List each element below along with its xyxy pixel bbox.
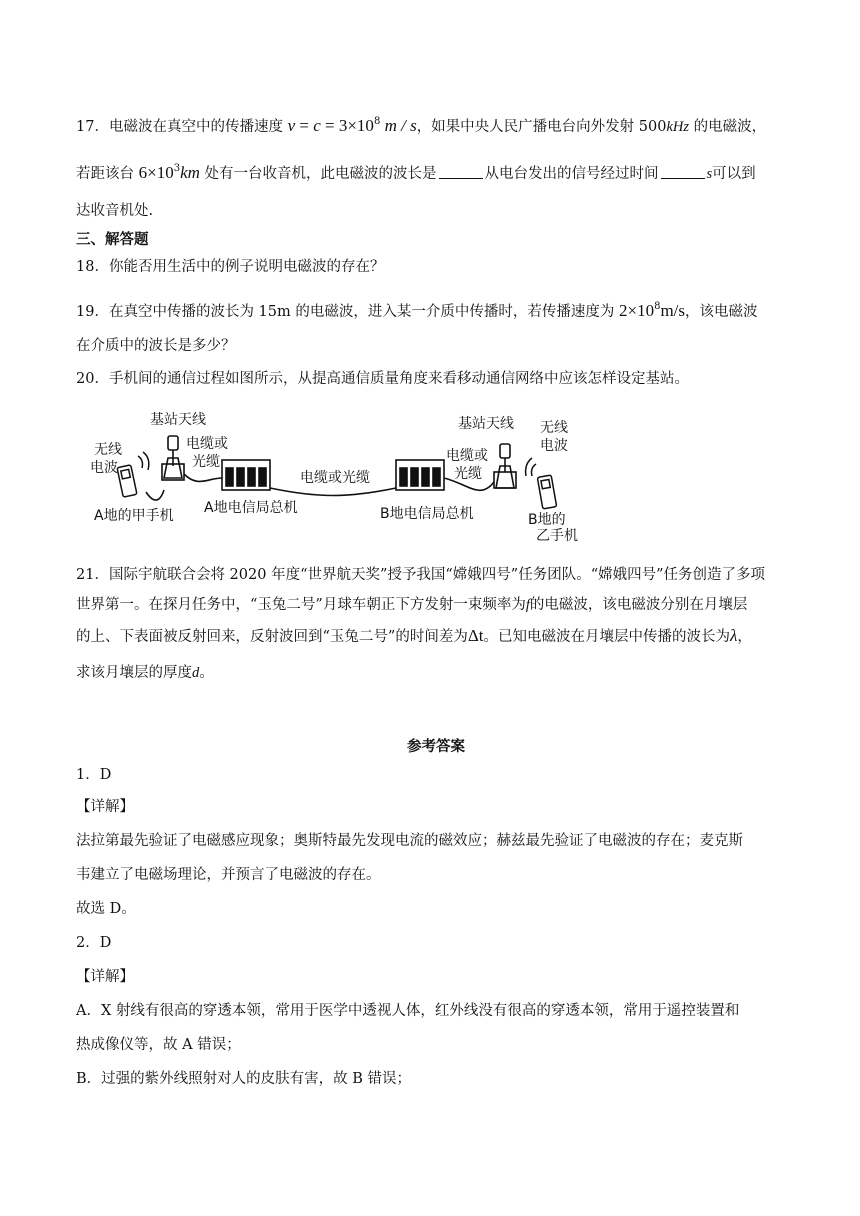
question-text: ，该电磁波: [685, 304, 758, 320]
label-middle-cable: 电缆或光缆: [300, 470, 370, 486]
question-text: ，: [737, 629, 752, 645]
label-wireless-right-2: 电波: [540, 438, 568, 454]
distance-exponent: 3: [173, 163, 181, 174]
answers-title: 参考答案: [407, 738, 465, 755]
question-text: 电磁波在真空中的传播速度: [108, 119, 283, 135]
answer-blank[interactable]: [439, 164, 483, 179]
question-text: 。已知电磁波在月壤层中传播的波长为: [483, 629, 730, 645]
formula-exponent: 8: [373, 116, 381, 127]
question-number: 17．: [76, 119, 109, 135]
distance-value: 6×10: [138, 163, 174, 182]
base-antenna-right-icon: [494, 444, 516, 488]
symbol-f: f: [525, 597, 530, 613]
phone-a-icon: [117, 452, 149, 497]
label-cable-right-1: 电缆或: [446, 448, 488, 464]
phone-b-icon: [526, 458, 557, 509]
formula-c: c: [313, 116, 321, 135]
label-wireless-left-1: 无线: [94, 442, 122, 458]
question-text: ，如果中央人民广播电台向外发射 500: [416, 119, 667, 135]
answer-1-line-1: 法拉第最先验证了电磁感应现象；奥斯特最先发现电流的磁效应；赫兹最先验证了电磁波的存在；麦克斯: [76, 833, 743, 849]
time-unit: s: [706, 166, 713, 182]
exchange-b-icon: [396, 460, 444, 490]
question-text: 的上、下表面被反射回来，反射波回到“玉兔二号”的时间差为: [76, 629, 468, 645]
question-text: 。: [199, 665, 214, 681]
answer-1-line-3: 故选 D。: [76, 901, 136, 917]
question-21-line-3: [76, 625, 752, 648]
question-19-line-2: 在介质中的波长是多少？: [76, 338, 236, 354]
symbol-lambda: λ: [729, 626, 738, 645]
question-text: 世界第一。在探月任务中，“玉兔二号”月球车朝正下方发射一束频率为: [76, 597, 526, 613]
label-cable-left-2: 光缆: [192, 454, 220, 470]
question-17-line-3: [76, 200, 153, 222]
answer-2-detail-heading: 【详解】: [76, 969, 134, 985]
distance-unit: km: [180, 163, 200, 182]
question-text: 处有一台收音机，此电磁波的波长是: [204, 166, 437, 182]
base-antenna-left-icon: [162, 436, 184, 480]
question-text: 若距该台: [76, 166, 134, 182]
label-cable-right-2: 光缆: [454, 466, 482, 482]
exchange-a-icon: [222, 460, 270, 490]
formula-v: v: [287, 116, 296, 135]
label-phone-b-1: B地的: [528, 512, 566, 528]
question-18: 18．你能否用生活中的例子说明电磁波的存在？: [76, 259, 385, 275]
question-19-line-1: [76, 300, 758, 323]
formula-eq: =: [295, 116, 314, 135]
answer-2-line-2: 热成像仪等，故 A 错误；: [76, 1037, 241, 1053]
speed-value: 2×10: [618, 301, 655, 320]
section-heading: 三、解答题: [76, 231, 149, 248]
question-21-line-1: 21．国际宇航联合会将 2020 年度“世界航天奖”授予我国“嫦娥四号”任务团队。“嫦娥四号”任务创造了多项: [76, 567, 766, 583]
answer-1: 1．D: [76, 767, 112, 783]
answer-2: 2．D: [76, 935, 112, 951]
question-text: 的电磁波，: [689, 119, 767, 135]
question-21-line-2: [76, 594, 747, 616]
formula-value: = 3×10: [320, 116, 374, 135]
question-21-line-4: [76, 662, 214, 684]
answer-1-line-2: 韦建立了电磁场理论，并预言了电磁波的存在。: [76, 867, 381, 883]
speed-exponent: 8: [654, 301, 661, 312]
label-exchange-a: A地电信局总机: [204, 500, 298, 516]
question-20: 20．手机间的通信过程如图所示，从提高通信质量角度来看移动通信网络中应该怎样设定基站。: [76, 371, 689, 387]
symbol-d: d: [192, 665, 200, 681]
symbol-delta-t: Δt: [467, 626, 484, 645]
question-text: 从电台发出的信号经过时间: [484, 166, 659, 182]
answer-blank[interactable]: [661, 164, 705, 179]
question-text: 达收音机处.: [76, 203, 154, 219]
answer-1-detail-heading: 【详解】: [76, 799, 134, 815]
label-phone-a: A地的甲手机: [94, 508, 174, 524]
label-wireless-left-2: 电波: [90, 460, 118, 476]
answer-2-line-1: A．X 射线有很高的穿透本领，常用于医学中透视人体，红外线没有很高的穿透本领，常用于遥控装置和: [76, 1003, 740, 1019]
label-wireless-right-1: 无线: [540, 420, 568, 436]
communication-diagram: [88, 408, 578, 542]
question-17-line-2: [76, 162, 756, 185]
question-text: 求该月壤层的厚度: [76, 665, 192, 681]
label-base-antenna-right: 基站天线: [458, 416, 514, 432]
question-17-line-1: [76, 115, 766, 138]
speed-unit: m/s: [660, 301, 686, 320]
answer-2-line-3: B．过强的紫外线照射对人的皮肤有害，故 B 错误；: [76, 1071, 412, 1087]
label-phone-b-2: 乙手机: [536, 528, 578, 542]
formula-unit: m / s: [380, 116, 417, 135]
question-text: 的电磁波，该电磁波分别在月壤层: [529, 597, 748, 613]
label-base-antenna-left: 基站天线: [150, 412, 206, 428]
label-cable-left-1: 电缆或: [186, 436, 228, 452]
question-text: 19．在真空中传播的波长为 15m 的电磁波，进入某一介质中传播时，若传播速度为: [76, 304, 615, 320]
question-text: 可以到: [712, 166, 756, 182]
label-exchange-b: B地电信局总机: [380, 506, 474, 522]
frequency-unit: kHz: [666, 119, 690, 135]
